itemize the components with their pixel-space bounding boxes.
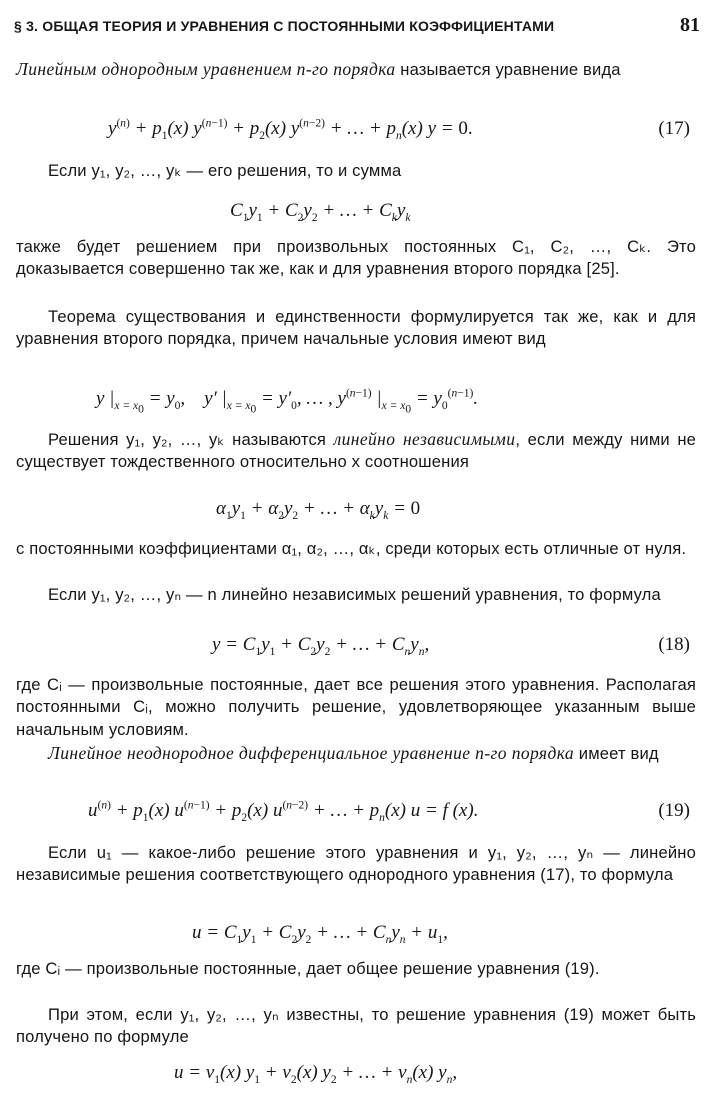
equation-number-17: (17) bbox=[658, 118, 690, 139]
paragraph-existence-theorem: Теорема существования и единственности формулируется так же, как и для уравнения второго порядка, причем начальные условия имеют вид bbox=[16, 307, 696, 349]
equation-linear-combination: $\alpha_1y_1 + \alpha_2y_2$ + … + $\alpha_ky_k = 0$ bbox=[216, 498, 421, 522]
paragraph-variation-formula: При этом, если y₁, y₂, …, yₙ известны, то решение уравнения (19) может быть получено по формуле bbox=[16, 1005, 696, 1047]
paragraph-particular-solution: Если u₁ — какое-либо решение этого уравнения и y₁, y₂, …, yₙ — линейно независимые решения соответствующего однородного уравнения (17), то формула bbox=[16, 843, 696, 885]
term-linearly-independent: линейно независимыми bbox=[333, 429, 516, 449]
paragraph-general-solution: где Cᵢ — произвольные постоянные, дает общее решение уравнения (19). bbox=[16, 959, 600, 978]
equation-variation: $u = v_1(x) y_1 + v_2(x) y_2$ + … + $v_n(x)$ $y_n$, bbox=[174, 1062, 458, 1086]
equation-sum: $C_1y_1 + C_2y_2$ + … + $C_ky_k$ bbox=[230, 200, 411, 224]
paragraph-constant-coefficients: с постоянными коэффициентами α₁, α₂, …, αₖ, среди которых есть отличные от нуля. bbox=[16, 539, 687, 558]
paragraph-sum-of-solutions: Если y₁, y₂, …, yₖ — его решения, то и сумма bbox=[48, 161, 402, 180]
paragraph-nonhomogeneous: Линейное неоднородное дифференциальное уравнение n-го порядка имеет вид bbox=[48, 743, 659, 763]
term-nonhomogeneous: Линейное неоднородное дифференциальное уравнение n-го порядка bbox=[48, 743, 575, 763]
term-linear-homogeneous: Линейным однородным уравнением n-го порядка bbox=[16, 59, 396, 79]
equation-general-solution: $u = C_1y_1 + C_2y_2$ + … + $C_ny_n + u_1$, bbox=[192, 922, 448, 946]
paragraph-also-solution: также будет решением при произвольных постоянных C₁, C₂, …, Cₖ. Это доказывается совершенно так же, как и для уравнения второго порядка [25]. bbox=[16, 237, 696, 279]
paragraph-linear-homogeneous: Линейным однородным уравнением n-го порядка называется уравнение вида bbox=[16, 59, 621, 79]
paragraph-arbitrary-constants: где Cᵢ — произвольные постоянные, дает все решения этого уравнения. Располагая постоянными Cᵢ, можно получить решение, удовлетворяющее указанным выше начальным условиям. bbox=[16, 675, 696, 739]
equation-number-19: (19) bbox=[658, 800, 690, 821]
equation-number-18: (18) bbox=[658, 634, 690, 655]
paragraph-linearly-independent: Решения y₁, y₂, …, yₖ называются линейно независимыми, если между ними не существует тождественного относительно x соотношения bbox=[16, 429, 697, 472]
paragraph-n-independent: Если y₁, y₂, …, yₙ — n линейно независимых решений уравнения, то формула bbox=[48, 585, 661, 604]
running-header bbox=[14, 14, 700, 40]
section-title: § 3. ОБЩАЯ ТЕОРИЯ И УРАВНЕНИЯ С ПОСТОЯННЫМИ КОЭФФИЦИЕНТАМИ bbox=[14, 18, 555, 34]
equation-17: $y^{(n)} + p_1(x) y^{(n-1)} + p_2(x) y^{(n-2)}$ + … + $p_n(x) y = 0$. (17) bbox=[16, 114, 696, 144]
equation-18: $y = C_1y_1 + C_2y_2$ + … + $C_ny_n$, (18) bbox=[16, 630, 696, 660]
equation-initial-conditions: y $|_{x = x_0} = y_0$, y′ $|_{x = x_0} = y'_0$, … , $y^{(n-1)}$ $|_{x = x_0} = y_0^{(n-1)}$. bbox=[96, 387, 479, 416]
page-number: 81 bbox=[680, 14, 700, 36]
equation-19: $u^{(n)} + p_1(x) u^{(n-1)} + p_2(x) u^{(n-2)}$ + … + $p_n(x) u = f$ (x). (19) bbox=[16, 796, 696, 826]
